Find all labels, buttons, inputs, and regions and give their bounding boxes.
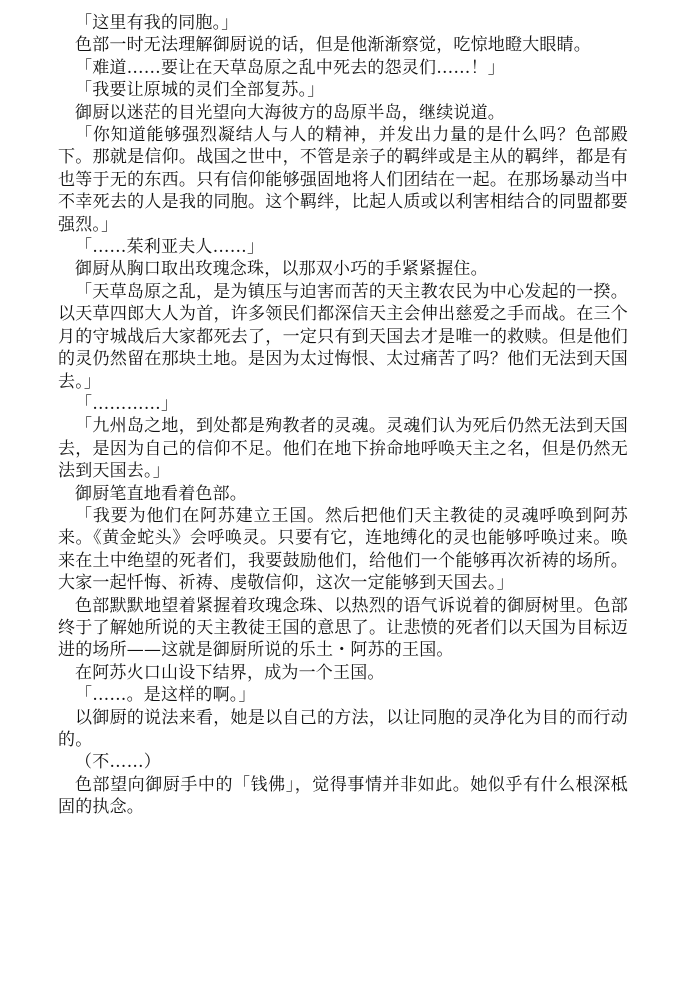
paragraph: 「……。是这样的啊。」 bbox=[75, 685, 256, 706]
paragraph: 「我要为他们在阿苏建立王国。然后把他们天主教徒的灵魂呼唤到阿苏来。《黄金蛇头》会呼唤灵。只要有它，连地缚化的灵也能够呼唤过来。唤来在土中绝望的死者们，我要鼓励他们，给他们一个能够再次祈祷的场所。大家一起忏悔、祈祷、虔敬信仰，这次一定能够到天国去。」 bbox=[58, 505, 628, 594]
paragraph: 御厨笔直地看着色部。 bbox=[75, 483, 247, 504]
paragraph: 「难道……要让在天草岛原之乱中死去的怨灵们……！」 bbox=[75, 57, 505, 78]
paragraph: 御厨以迷茫的目光望向大海彼方的岛原半岛，继续说道。 bbox=[75, 102, 505, 123]
paragraph: 「你知道能够强烈凝结人与人的精神，并发出力量的是什么吗？色部殿下。那就是信仰。战国之世中，不管是亲子的羁绊或是主从的羁绊，都是有也等于无的东西。只有信仰能够强固地将人们团结在一起。在那场暴动当中不幸死去的人是我的同胞。这个羁绊，比起人质或以利害相结合的同盟都要强烈。」 bbox=[58, 125, 628, 235]
paragraph: 御厨从胸口取出玫瑰念珠，以那双小巧的手紧紧握住。 bbox=[75, 259, 488, 280]
paragraph: 在阿苏火口山设下结界，成为一个王国。 bbox=[75, 662, 385, 683]
paragraph: 以御厨的说法来看，她是以自己的方法，以让同胞的灵净化为目的而行动的。 bbox=[58, 707, 628, 750]
paragraph: 色部默默地望着紧握着玫瑰念珠、以热烈的语气诉说着的御厨树里。色部终于了解她所说的天主教徒王国的意思了。让悲愤的死者们以天国为目标迈进的场所——这就是御厨所说的乐土・阿苏的王国。 bbox=[58, 595, 628, 661]
paragraph: 「九州岛之地，到处都是殉教者的灵魂。灵魂们认为死后仍然无法到天国去，是因为自己的信仰不足。他们在地下拚命地呼唤天主之名，但是仍然无法到天国去。」 bbox=[58, 416, 628, 482]
paragraph: 色部望向御厨手中的「钱佛」，觉得事情并非如此。她似乎有什么根深柢固的执念。 bbox=[58, 774, 628, 818]
paragraph: 「我要让原城的灵们全部复苏。」 bbox=[75, 80, 325, 101]
paragraph: 「天草岛原之乱，是为镇压与迫害而苦的天主教农民为中心发起的一揆。以天草四郎大人为首，许多领民们都深信天主会伸出慈爱之手而战。在三个月的守城战后大家都死去了，一定只有到天国去才是唯一的救赎。但是他们的灵仍然留在那块土地。是因为太过悔恨、太过痛苦了吗？他们无法到天国去。」 bbox=[58, 281, 628, 392]
paragraph: 「……茱利亚夫人……」 bbox=[75, 237, 265, 258]
paragraph: （不……） bbox=[75, 752, 161, 773]
paragraph: 色部一时无法理解御厨说的话，但是他渐渐察觉，吃惊地瞪大眼睛。 bbox=[75, 35, 591, 56]
paragraph: 「这里有我的同胞。」 bbox=[75, 13, 239, 33]
paragraph: 「…………」 bbox=[75, 393, 179, 414]
novel-page bbox=[58, 12, 628, 819]
